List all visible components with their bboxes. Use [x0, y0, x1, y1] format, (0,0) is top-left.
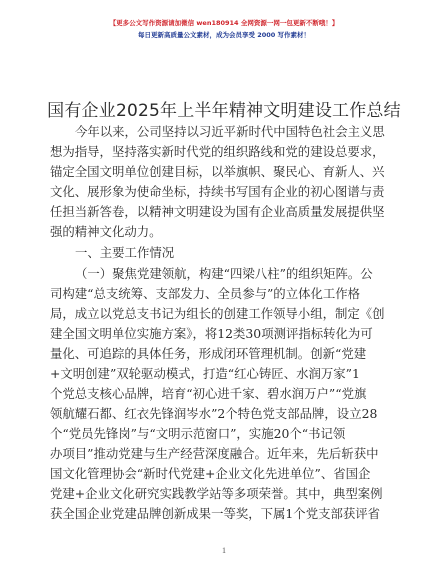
promo-banner-line-2: 每日更新高质量公文素材，成为会员享受 2000 写作素材！ [137, 31, 311, 39]
body-line: 国文化管理协会“新时代党建+企业文化先进单位”、省国企 [50, 466, 371, 481]
body-line: 领航耀石都、红衣先锋润岑水”2个特色党支部品牌，设立28 [50, 406, 378, 421]
body-line: 办项目”推动党建与生产经营深度融合。近年来，先后斩获中 [50, 446, 379, 461]
body-line: 任担当新答卷，以精神文明建设为国有企业高质量发展提供坚 [50, 204, 385, 219]
section-heading: 一、主要工作情况 [75, 245, 175, 260]
body-line: 党建+企业文化研究实践教学站等多项荣誉。其中，典型案例 [50, 486, 383, 501]
body-line: 想为指导，坚持落实新时代党的组织路线和党的建设总要求， [50, 144, 385, 159]
page-number: 1 [222, 546, 226, 555]
body-line: 文化、展形象为使命坐标，持续书写国有企业的初心图谱与责 [50, 184, 385, 199]
body-line: 强的精神文化动力。 [50, 224, 162, 239]
body-line: 局，成立以党总支书记为组长的创建工作领导小组，制定《创 [50, 306, 385, 321]
body-line: 今年以来，公司坚持以习近平新时代中国特色社会主义思 [75, 124, 385, 139]
promo-banner-line-1: 【更多公文写作资源请加微信 wen180914 全网资源一网一包更新不断哦！】 [109, 19, 339, 27]
body-line: 量化、可追踪的具体任务，形成闭环管理机制。创新“党建 [50, 346, 367, 361]
document-title: 国有企业2025年上半年精神文明建设工作总结 [47, 101, 401, 121]
body-line: 个党总支核心品牌，培育“初心进千家、碧水润万户”“党旗 [50, 386, 367, 401]
body-line: （一）聚焦党建领航，构建“四梁八柱”的组织矩阵。公 [75, 266, 373, 281]
body-line: 锚定全国文明单位创建目标，以举旗帜、聚民心、育新人、兴 [50, 164, 385, 179]
body-line: 个“党员先锋岗”与“文明示范窗口”，实施20个“书记领 [50, 426, 346, 441]
body-line: 司构建“总支统筹、支部发力、全员参与”的立体化工作格 [50, 286, 361, 301]
body-line: 获全国企业党建品牌创新成果一等奖，下属1个党支部获评省 [50, 506, 381, 521]
body-line: 建全国文明单位实施方案》，将12类30项测评指标转化为可 [50, 326, 373, 341]
body-line: +文明创建”双轮驱动模式，打造“红心铸匠、水润万家”1 [50, 366, 360, 381]
